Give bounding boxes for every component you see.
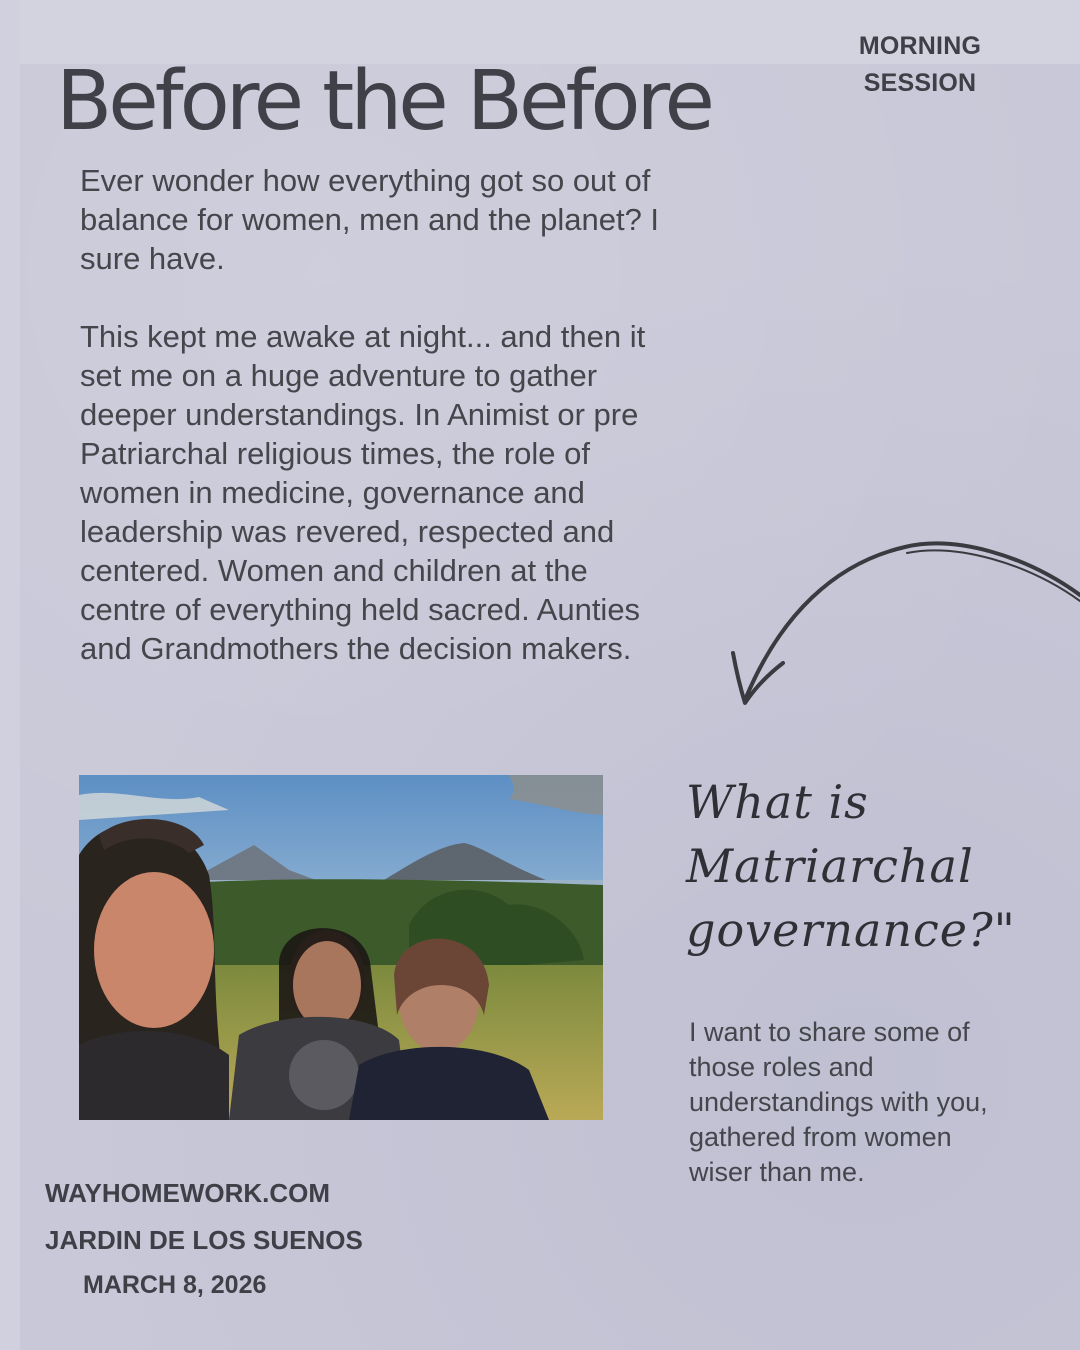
website-link[interactable]: WAYHOMEWORK.COM (45, 1178, 331, 1208)
handwritten-line-1: What is (686, 775, 869, 829)
handwritten-line-2: Matriarchal (686, 839, 974, 893)
intro-paragraph-1: Ever wonder how everything got so out of balance for women, men and the planet? I sure have. (80, 163, 660, 276)
intro-paragraph-2: This kept me awake at night... and then it set me on a huge adventure to gather deeper understandings. In Animist or pre Patriarchal religious times, the role of women in medicine, governance and leadership was revered, respected and centered. Women and children at the centre of everything held sacred. Aunties and Grandmothers the decision makers. (80, 319, 646, 666)
intro-text (80, 161, 680, 707)
group-photo (79, 775, 603, 1120)
venue-name: JARDIN DE LOS SUENOS (45, 1225, 363, 1255)
event-date: MARCH 8, 2026 (83, 1271, 267, 1299)
left-band (0, 0, 20, 1350)
session-line-2: SESSION (863, 69, 977, 97)
session-label (835, 28, 1005, 102)
handwritten-question (686, 770, 1066, 962)
page-title: Before the Before (56, 54, 711, 149)
handwritten-line-3: governance?" (686, 903, 1016, 957)
session-line-1: MORNING (858, 32, 982, 60)
curved-arrow-icon (725, 535, 1080, 715)
share-text: I want to share some of those roles and understandings with you, gathered from women wiser than me. (689, 1017, 988, 1187)
